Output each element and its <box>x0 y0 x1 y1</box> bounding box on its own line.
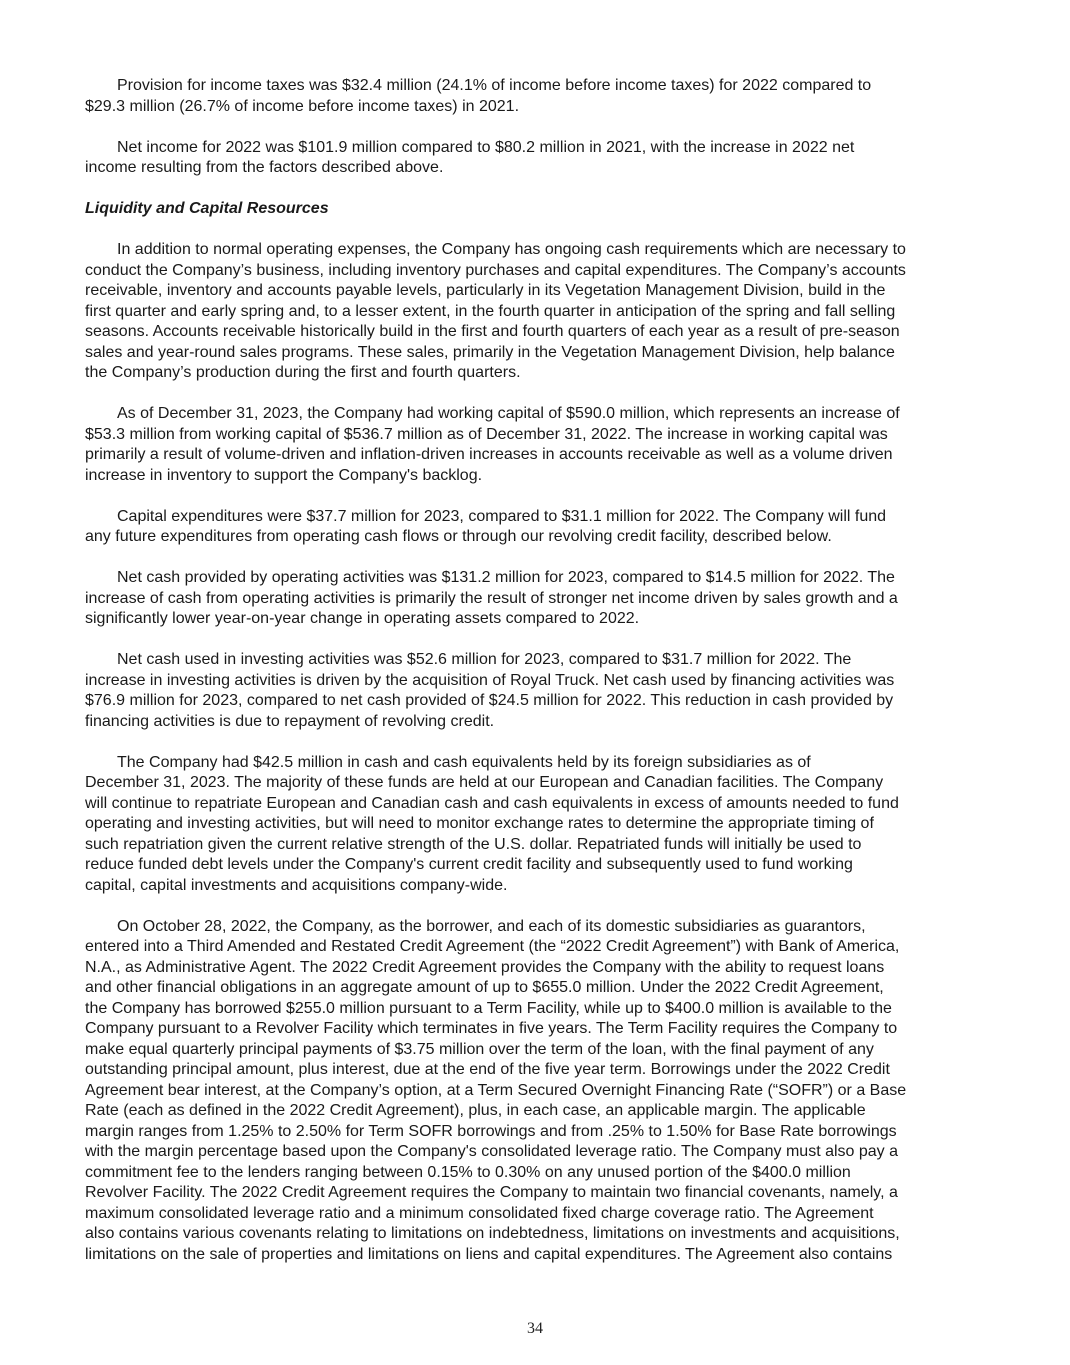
text-line: also contains various covenants relating to limitations on indebtedness, limitations on investments and acquisitions, <box>85 1225 900 1242</box>
paragraph <box>85 650 995 732</box>
paragraph <box>85 507 995 548</box>
text-line: $76.9 million for 2023, compared to net cash provided of $24.5 million for 2022. This reduction in cash provided by <box>85 692 894 709</box>
text-line: such repatriation given the current relative strength of the U.S. dollar. Repatriated funds will initially be used to <box>85 835 862 853</box>
text-line: increase in inventory to support the Company's backlog. <box>85 466 483 484</box>
text-line: operating and investing activities, but will need to monitor exchange rates to determine the appropriate timing of <box>85 815 874 832</box>
section-heading: Liquidity and Capital Resources <box>85 200 329 217</box>
text-line: financing activities is due to repayment of revolving credit. <box>85 712 495 730</box>
paragraph <box>85 240 995 384</box>
text-line: Net cash used in investing activities was $52.6 million for 2023, compared to $31.7 million for 2022. The <box>117 651 852 668</box>
page-number: 34 <box>527 1320 543 1337</box>
text-line: the Company’s production during the first and fourth quarters. <box>85 364 521 381</box>
text-line: entered into a Third Amended and Restated Credit Agreement (the “2022 Credit Agreement”) with Bank of America, <box>85 938 900 955</box>
paragraph <box>85 76 995 117</box>
text-line: As of December 31, 2023, the Company had working capital of $590.0 million, which represents an increase of <box>117 405 900 422</box>
text-line: On October 28, 2022, the Company, as the borrower, and each of its domestic subsidiaries as guarantors, <box>117 917 866 935</box>
text-line: sales and year-round sales programs. These sales, primarily in the Vegetation Management Division, help balance <box>85 343 895 361</box>
text-line: increase in investing activities is driven by the acquisition of Royal Truck. Net cash used by financing activities was <box>85 671 895 689</box>
text-line: commitment fee to the lenders ranging between 0.15% to 0.30% on any unused portion of the $400.0 million <box>85 1163 851 1181</box>
text-line: the Company has borrowed $255.0 million pursuant to a Term Facility, while up to $400.0 million is available to the <box>85 999 892 1017</box>
text-line: with the margin percentage based upon the Company's consolidated leverage ratio. The Company must also pay a <box>85 1143 899 1160</box>
text-line: Rate (each as defined in the 2022 Credit Agreement), plus, in each case, an applicable margin. The applicable <box>85 1102 866 1119</box>
text-line: $29.3 million (26.7% of income before income taxes) in 2021. <box>85 97 520 115</box>
text-line: maximum consolidated leverage ratio and a minimum consolidated fixed charge coverage ratio. The Agreement <box>85 1204 874 1222</box>
paragraph <box>85 404 995 486</box>
text-line: outstanding principal amount, plus interest, due at the end of the five year term. Borrowings under the 2022 Credit <box>85 1061 890 1078</box>
text-line: seasons. Accounts receivable historically build in the first and fourth quarters of each year as a result of pre-season <box>85 323 900 340</box>
text-line: receivable, inventory and accounts payable levels, particularly in its Vegetation Management Division, build in the <box>85 282 886 299</box>
text-line: make equal quarterly principal payments of $3.75 million over the term of the loan, with the final payment of any <box>85 1040 874 1058</box>
text-line: significantly lower year-on-year change in operating assets compared to 2022. <box>85 610 640 627</box>
text-line: Agreement bear interest, at the Company’s option, at a Term Secured Overnight Financing Rate (“SOFR”) or a Base <box>85 1081 907 1099</box>
paragraph <box>85 568 995 630</box>
text-line: Provision for income taxes was $32.4 million (24.1% of income before income taxes) for 2022 compared to <box>117 77 872 94</box>
text-line: conduct the Company’s business, including inventory purchases and capital expenditures. The Company’s accounts <box>85 261 906 279</box>
text-line: N.A., as Administrative Agent. The 2022 Credit Agreement provides the Company with the ability to request loans <box>85 958 885 976</box>
text-line: reduce funded debt levels under the Company's current credit facility and subsequently used to fund working <box>85 856 853 873</box>
text-line: Revolver Facility. The 2022 Credit Agreement requires the Company to maintain two financial covenants, namely, a <box>85 1184 898 1201</box>
text-line: capital, capital investments and acquisitions company-wide. <box>85 876 508 894</box>
text-line: primarily a result of volume-driven and inflation-driven increases in accounts receivable as well as a volume driven <box>85 446 893 463</box>
text-line: $53.3 million from working capital of $536.7 million as of December 31, 2022. The increase in working capital was <box>85 425 888 443</box>
paragraph <box>85 138 995 179</box>
text-line: Net income for 2022 was $101.9 million compared to $80.2 million in 2021, with the increase in 2022 net <box>117 138 855 156</box>
text-line: limitations on the sale of properties and limitations on liens and capital expenditures. The Agreement also contains <box>85 1245 893 1263</box>
text-line: margin ranges from 1.25% to 2.50% for Term SOFR borrowings and from .25% to 1.50% for Base Rate borrowings <box>85 1122 897 1140</box>
text-line: The Company had $42.5 million in cash and cash equivalents held by its foreign subsidiaries as of <box>117 753 811 771</box>
document-body <box>85 76 995 1286</box>
text-line: Company pursuant to a Revolver Facility which terminates in five years. The Term Facility requires the Company to <box>85 1020 898 1037</box>
text-line: first quarter and early spring and, to a lesser extent, in the fourth quarter in anticipation of the spring and fall selling <box>85 302 896 320</box>
paragraph <box>85 753 995 897</box>
text-line: increase of cash from operating activities is primarily the result of stronger net income driven by sales growth and a <box>85 589 898 607</box>
text-line: In addition to normal operating expenses, the Company has ongoing cash requirements which are necessary to <box>117 241 906 258</box>
text-line: any future expenditures from operating cash flows or through our revolving credit facility, described below. <box>85 528 832 545</box>
text-line: Net cash provided by operating activities was $131.2 million for 2023, compared to $14.5 million for 2022. The <box>117 569 895 586</box>
text-line: and other financial obligations in an aggregate amount of up to $655.0 million. Under the 2022 Credit Agreement, <box>85 979 884 996</box>
text-line: will continue to repatriate European and Canadian cash and cash equivalents in excess of amounts needed to fund <box>85 794 899 812</box>
text-line: income resulting from the factors described above. <box>85 159 444 176</box>
text-line: Capital expenditures were $37.7 million for 2023, compared to $31.1 million for 2022. The Company will fund <box>117 507 887 525</box>
text-line: December 31, 2023. The majority of these funds are held at our European and Canadian facilities. The Company <box>85 774 884 791</box>
paragraph <box>85 917 995 1266</box>
